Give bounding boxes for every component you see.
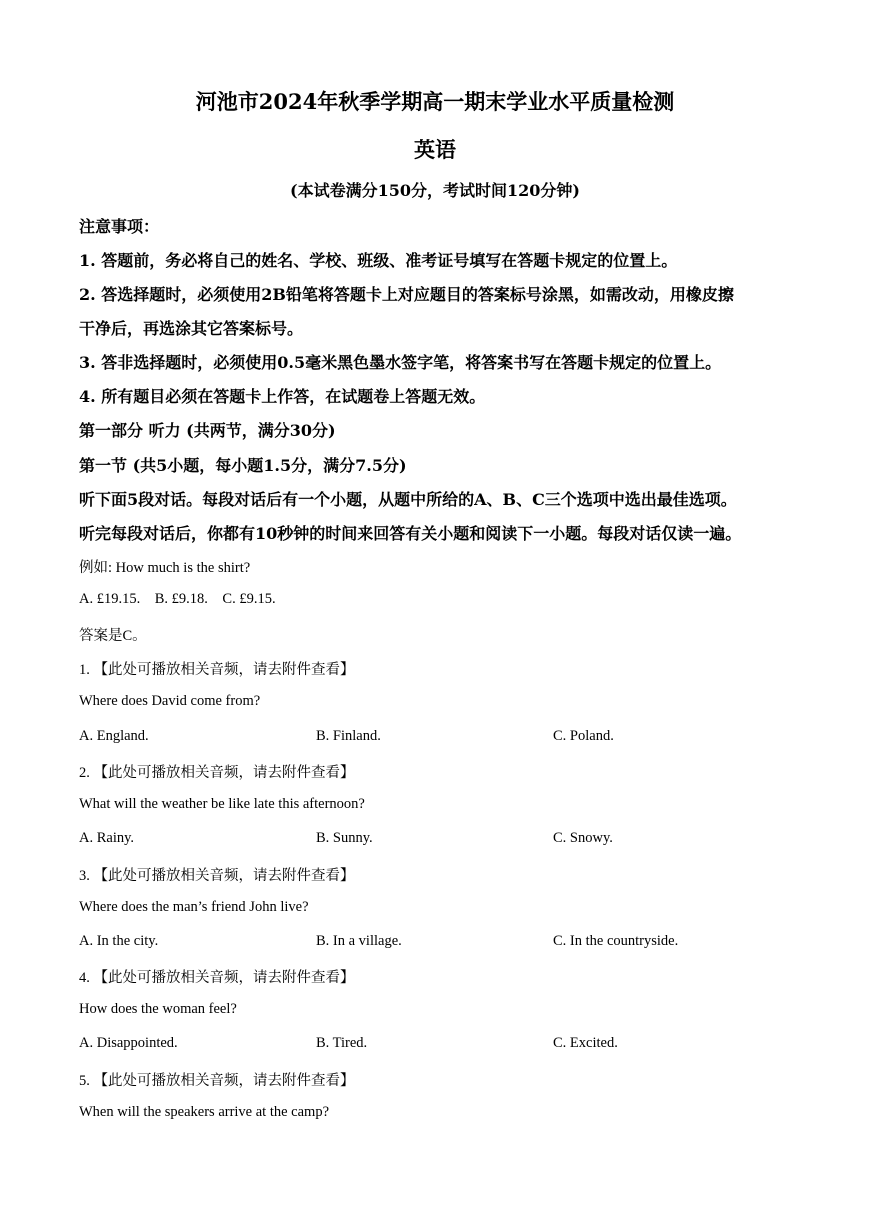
question-audio-1: 1. 【此处可播放相关音频，请去附件查看】 [79,662,355,678]
question-audio-5: 5. 【此处可播放相关音频，请去附件查看】 [79,1073,355,1089]
subject-title: 英语 [414,137,456,162]
question-stem-5: When will the speakers arrive at the camp? [79,1104,330,1120]
option-b: B. In a village. [316,933,402,949]
notice-heading: 注意事项： [79,217,160,236]
notice-item: 1. 答题前，务必将自己的姓名、学校、班级、准考证号填写在答题卡规定的位置上。 [79,251,678,270]
example-options: A. £19.15. B. £9.18. C. £9.15. [79,591,276,607]
question-stem-1: Where does David come from? [79,693,261,709]
notice-item: 3. 答非选择题时，必须使用0.5毫米黑色墨水签字笔，将答案书写在答题卡规定的位置上。 [79,353,722,372]
question-stem-4: How does the woman feel? [79,1001,237,1017]
notice-item: 2. 答选择题时，必须使用2B铅笔将答题卡上对应题目的答案标号涂黑，如需改动，用橡皮擦 [79,285,734,304]
option-c: C. Poland. [553,728,614,744]
option-a: A. In the city. [79,933,159,949]
option-c: C. In the countryside. [553,933,679,949]
instruction-line: 听完每段对话后，你都有10秒钟的时间来回答有关小题和阅读下一小题。每段对话仅读一遍。 [79,524,742,543]
option-a: A. England. [79,728,149,744]
option-b: B. Tired. [316,1035,368,1051]
exam-info: (本试卷满分150分，考试时间120分钟) [290,181,580,200]
notice-item: 4. 所有题目必须在答题卡上作答，在试题卷上答题无效。 [79,387,486,406]
question-stem-3: Where does the man’s friend John live? [79,899,309,915]
question-audio-2: 2. 【此处可播放相关音频，请去附件查看】 [79,765,355,781]
section-heading: 第一节 (共5小题，每小题1.5分，满分7.5分) [79,456,407,475]
question-audio-3: 3. 【此处可播放相关音频，请去附件查看】 [79,868,355,884]
exam-title: 河池市2024年秋季学期高一期末学业水平质量检测 [195,89,675,114]
option-a: A. Rainy. [79,830,135,846]
option-a: A. Disappointed. [79,1035,178,1051]
instruction-line: 听下面5段对话。每段对话后有一个小题，从题中所给的A、B、C三个选项中选出最佳选项。 [79,490,737,509]
option-b: B. Finland. [316,728,381,744]
notice-item: 干净后，再选涂其它答案标号。 [79,319,304,338]
part-heading: 第一部分 听力 (共两节，满分30分) [79,421,336,440]
example-question: 例如: How much is the shirt? [79,560,251,576]
question-audio-4: 4. 【此处可播放相关音频，请去附件查看】 [79,970,355,986]
option-c: C. Snowy. [553,830,613,846]
question-stem-2: What will the weather be like late this afternoon? [79,796,365,812]
option-c: C. Excited. [553,1035,618,1051]
option-b: B. Sunny. [316,830,373,846]
example-answer: 答案是C。 [79,628,147,644]
